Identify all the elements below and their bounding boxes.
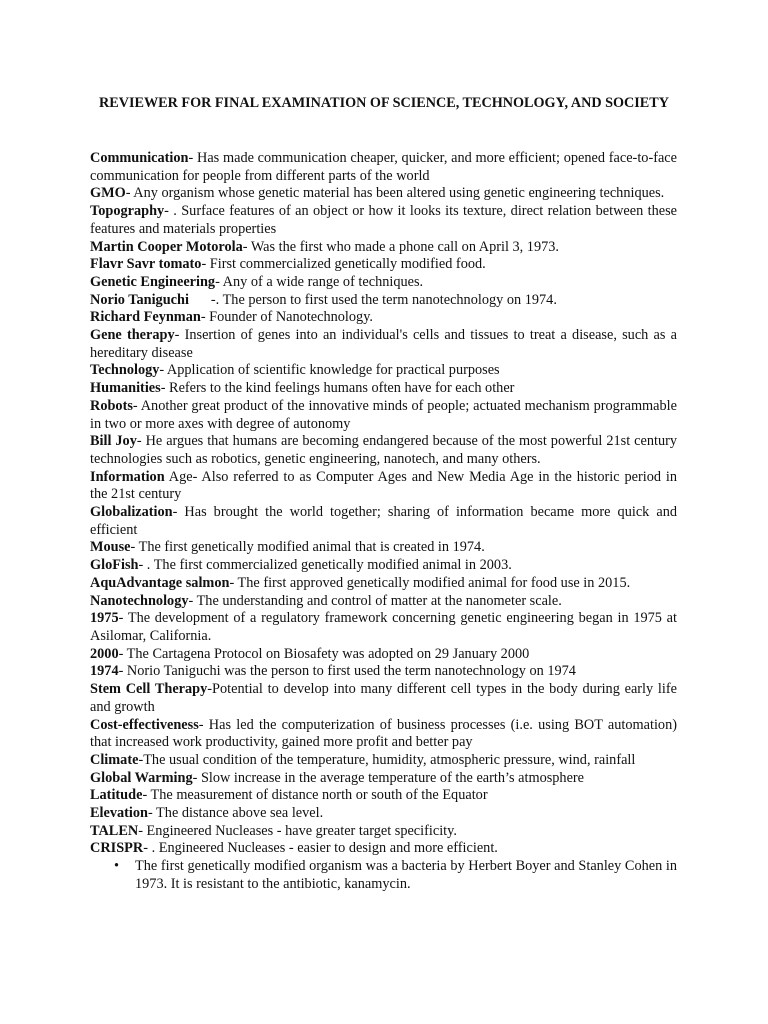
entry-definition: - Application of scientific knowledge for practical purposes	[159, 362, 500, 379]
entry-definition: -The usual condition of the temperature, humidity, atmospheric pressure, wind, rainfall	[138, 751, 636, 768]
entry-term: Flavr Savr tomato	[90, 256, 202, 273]
entry-definition: - The measurement of distance north or south of the Equator	[142, 787, 488, 804]
entry-term: GMO	[90, 185, 126, 202]
entry	[90, 752, 677, 770]
entry-term: Norio Taniguchi	[90, 291, 189, 308]
entry-term: 1974	[90, 663, 119, 680]
entry-term: CRISPR	[90, 840, 144, 857]
entry	[90, 398, 677, 433]
entry-term: Bill Joy	[90, 433, 137, 450]
entry	[90, 593, 677, 611]
bullet-icon: •	[114, 858, 120, 875]
entry	[90, 469, 677, 504]
entry	[90, 840, 677, 858]
entry-definition: - Norio Taniguchi was the person to first used the term nanotechnology on 1974	[118, 663, 576, 680]
entry	[90, 663, 677, 681]
entry	[90, 203, 677, 238]
entry	[90, 185, 677, 203]
entry-term: Information	[90, 468, 165, 485]
entry-term: Technology	[90, 362, 160, 379]
entry	[90, 610, 677, 645]
entry-term: GloFish	[90, 557, 139, 574]
entry-term: Robots	[90, 397, 133, 414]
document-title: REVIEWER FOR FINAL EXAMINATION OF SCIENCE, TECHNOLOGY, AND SOCIETY	[99, 95, 669, 111]
entry-definition: - The Cartagena Protocol on Biosafety was adopted on 29 January 2000	[118, 645, 530, 662]
entry	[90, 823, 677, 841]
entry-definition: - Founder of Nanotechnology.	[200, 309, 373, 326]
entry	[90, 274, 677, 292]
entry-definition: -. The person to first used the term nanotechnology on 1974.	[210, 291, 557, 308]
bullet-list	[90, 858, 677, 893]
entry	[90, 292, 677, 310]
entry	[90, 717, 677, 752]
entry	[90, 327, 677, 362]
entry-term: Mouse	[90, 539, 131, 556]
entry	[90, 433, 677, 468]
entry	[90, 557, 677, 575]
entry-definition: - Another great product of the innovative minds of people; actuated mechanism programmable in two or more axes with degree of autonomy	[90, 397, 677, 432]
entry	[90, 256, 677, 274]
entry	[90, 150, 677, 185]
entry	[90, 380, 677, 398]
entry-definition: - The first genetically modified animal that is created in 1974.	[130, 539, 485, 556]
entry-definition: - The distance above sea level.	[147, 805, 324, 822]
entry-term: Climate	[90, 751, 139, 768]
entry-definition: - Slow increase in the average temperature of the earth’s atmosphere	[192, 769, 585, 786]
entry-term: Elevation	[90, 805, 148, 822]
entry	[90, 309, 677, 327]
entry-list	[90, 150, 677, 894]
entry-term: Richard Feynman	[90, 309, 201, 326]
entry-definition: - The development of a regulatory framework concerning genetic engineering began in 1975 at Asilomar, California.	[90, 610, 677, 644]
entry	[90, 787, 677, 805]
entry	[90, 539, 677, 557]
entry-term: 2000	[90, 645, 119, 662]
entry	[90, 575, 677, 593]
entry	[90, 646, 677, 664]
entry	[90, 504, 677, 539]
entry-term: Nanotechnology	[90, 592, 189, 609]
entry	[90, 239, 677, 257]
entry-definition: - Has led the computerization of business processes (i.e. using BOT automation) that increased work productivity, gained more profit and better pay	[90, 716, 677, 751]
entry-term: Humanities	[90, 380, 161, 397]
entry-definition: - Any of a wide range of techniques.	[215, 273, 424, 290]
entry-term: TALEN	[90, 822, 139, 839]
entry-term: Communication	[90, 150, 189, 166]
entry-definition: - Refers to the kind feelings humans often have for each other	[160, 380, 515, 397]
entry	[90, 681, 677, 716]
entry-definition: -Potential to develop into many different cell types in the body during early life and growth	[90, 681, 677, 715]
entry-term: Latitude	[90, 787, 143, 804]
entry-definition: - . The first commercialized genetically modified animal in 2003.	[138, 557, 512, 574]
entry-term: 1975	[90, 610, 119, 627]
entry-term: Global Warming	[90, 769, 193, 786]
entry-definition: - . Surface features of an object or how it looks its texture, direct relation between these features and materials properties	[90, 203, 677, 237]
entry-term: Topography	[90, 203, 165, 220]
entry-definition: - Was the first who made a phone call on April 3, 1973.	[242, 238, 559, 255]
entry-term: Gene therapy	[90, 327, 175, 344]
entry-term: AquAdvantage salmon	[90, 574, 230, 591]
entry	[90, 805, 677, 823]
entry-definition: - The understanding and control of matter at the nanometer scale.	[188, 592, 562, 609]
entry-definition: - First commercialized genetically modified food.	[201, 256, 486, 273]
entry-definition: - Any organism whose genetic material has been altered using genetic engineering techniques.	[125, 185, 665, 202]
entry-definition: - Has made communication cheaper, quicker, and more efficient; opened face-to-face communication for people from different parts of the world	[90, 150, 677, 184]
entry-definition: - . Engineered Nucleases - easier to design and more efficient.	[143, 840, 498, 857]
entry-term: Cost-effectiveness	[90, 716, 199, 733]
bullet-text: The first genetically modified organism was a bacteria by Herbert Boyer and Stanley Cohen in 1973. It is resistant to the antibiotic, kanamycin.	[135, 858, 677, 892]
entry	[90, 362, 677, 380]
entry-definition: - Engineered Nucleases - have greater target specificity.	[138, 822, 457, 839]
entry-definition: - The first approved genetically modified animal for food use in 2015.	[229, 574, 631, 591]
entry	[90, 770, 677, 788]
bullet-item	[90, 858, 677, 893]
entry-definition: - He argues that humans are becoming endangered because of the most powerful 21st century technologies such as robotics, genetic engineering, nanotech, and many others.	[90, 433, 677, 467]
entry-term: Globalization	[90, 504, 173, 521]
entry-definition: - Has brought the world together; sharing of information became more quick and efficient	[90, 504, 677, 538]
entry-definition: Age- Also referred to as Computer Ages and New Media Age in the historic period in the 21st century	[90, 468, 677, 503]
entry-term: Genetic Engineering	[90, 273, 216, 290]
entry-definition: - Insertion of genes into an individual's cells and tissues to treat a disease, such as a hereditary disease	[90, 327, 677, 361]
entry-term: Stem Cell Therapy	[90, 681, 208, 698]
entry-term: Martin Cooper Motorola	[90, 238, 243, 255]
